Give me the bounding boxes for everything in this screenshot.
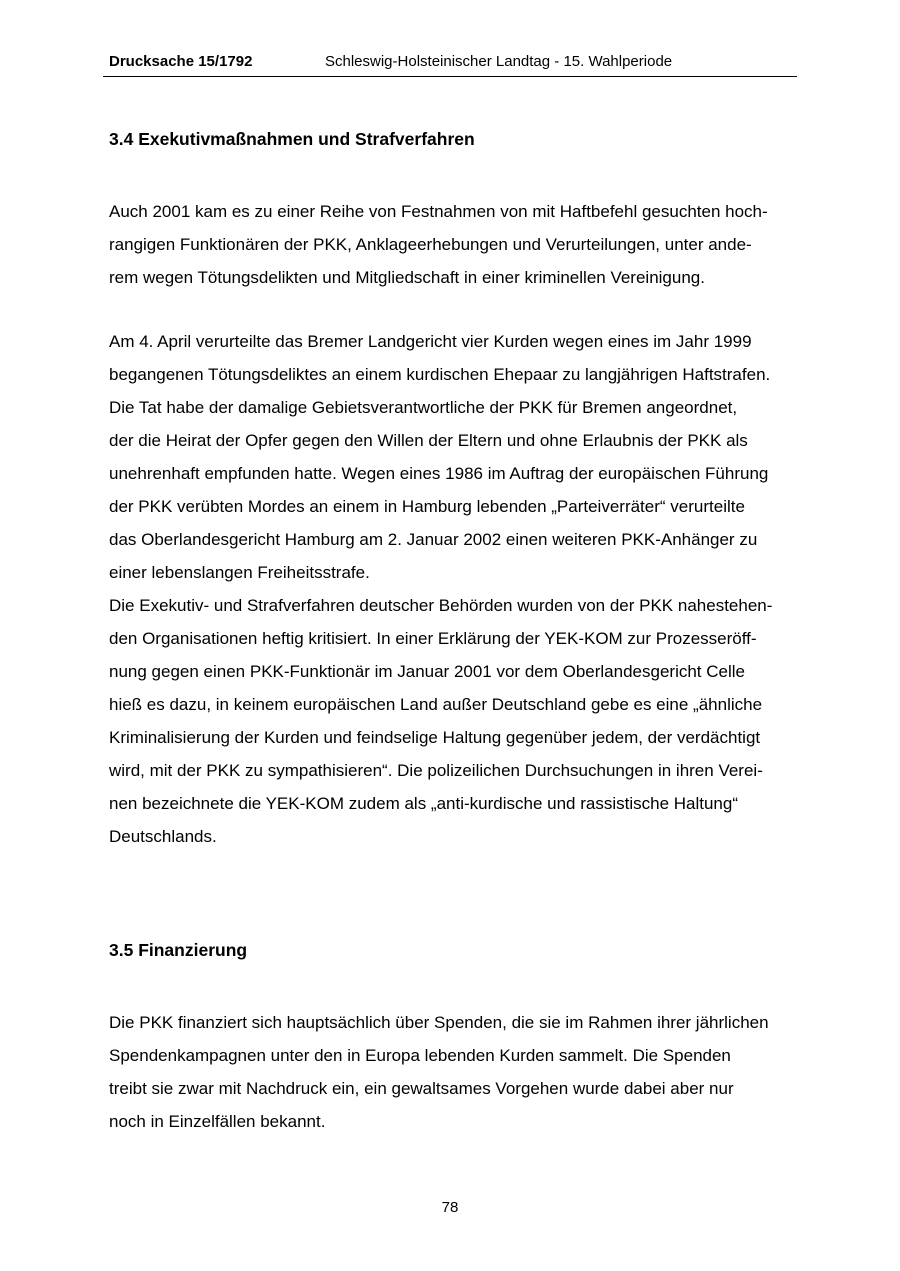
section-heading-3-4: 3.4 Exekutivmaßnahmen und Strafverfahren [109,129,475,149]
text-line: hieß es dazu, in keinem europäischen Land außer Deutschland gebe es eine „ähnliche [109,695,763,714]
text-line: der die Heirat der Opfer gegen den Willen der Eltern und ohne Erlaubnis der PKK als [109,431,748,450]
text-line: rem wegen Tötungsdelikten und Mitgliedschaft in einer kriminellen Vereinigung. [109,268,705,287]
text-line: einer lebenslangen Freiheitsstrafe. [109,563,370,582]
text-line: Kriminalisierung der Kurden und feindselige Haltung gegenüber jedem, der verdächtigt [109,728,761,747]
text-line: Die Exekutiv- und Strafverfahren deutscher Behörden wurden von der PKK nahestehen- [109,596,773,615]
paragraph-3-4-1 [109,195,799,294]
text-line: wird, mit der PKK zu sympathisieren“. Die polizeilichen Durchsuchungen in ihren Verei- [109,761,763,780]
text-line: der PKK verübten Mordes an einem in Hamburg lebenden „Parteiverräter“ verurteilte [109,497,745,516]
text-line: Spendenkampagnen unter den in Europa lebenden Kurden sammelt. Die Spenden [109,1046,731,1065]
text-line: treibt sie zwar mit Nachdruck ein, ein gewaltsames Vorgehen wurde dabei aber nur [109,1079,734,1098]
text-line: das Oberlandesgericht Hamburg am 2. Januar 2002 einen weiteren PKK-Anhänger zu [109,530,758,549]
text-line: begangenen Tötungsdeliktes an einem kurdischen Ehepaar zu langjährigen Haftstrafen. [109,365,771,384]
text-line: Am 4. April verurteilte das Bremer Landgericht vier Kurden wegen eines im Jahr 1999 [109,332,752,351]
text-line: Die PKK finanziert sich hauptsächlich über Spenden, die sie im Rahmen ihrer jährlichen [109,1013,769,1032]
text-line: Auch 2001 kam es zu einer Reihe von Festnahmen von mit Haftbefehl gesuchten hoch- [109,202,768,221]
paragraph-3-5-1 [109,1006,799,1138]
document-number: Drucksache 15/1792 [109,53,253,70]
text-line: noch in Einzelfällen bekannt. [109,1112,326,1131]
text-line: rangigen Funktionären der PKK, Anklageerhebungen und Verurteilungen, unter ande- [109,235,752,254]
text-line: Deutschlands. [109,827,217,846]
page-header [103,50,797,77]
section-heading-3-5: 3.5 Finanzierung [109,940,248,960]
text-line: nung gegen einen PKK-Funktionär im Januar 2001 vor dem Oberlandesgericht Celle [109,662,745,681]
text-line: unehrenhaft empfunden hatte. Wegen eines 1986 im Auftrag der europäischen Führung [109,464,769,483]
page-number: 78 [441,1199,459,1216]
text-line: Die Tat habe der damalige Gebietsverantwortliche der PKK für Bremen angeordnet, [109,398,738,417]
text-line: den Organisationen heftig kritisiert. In einer Erklärung der YEK-KOM zur Prozesseröff- [109,629,757,648]
text-line: nen bezeichnete die YEK-KOM zudem als „anti-kurdische und rassistische Haltung“ [109,794,738,813]
paragraph-3-4-2 [109,325,799,853]
parliament-title: Schleswig-Holsteinischer Landtag - 15. Wahlperiode [325,53,673,70]
